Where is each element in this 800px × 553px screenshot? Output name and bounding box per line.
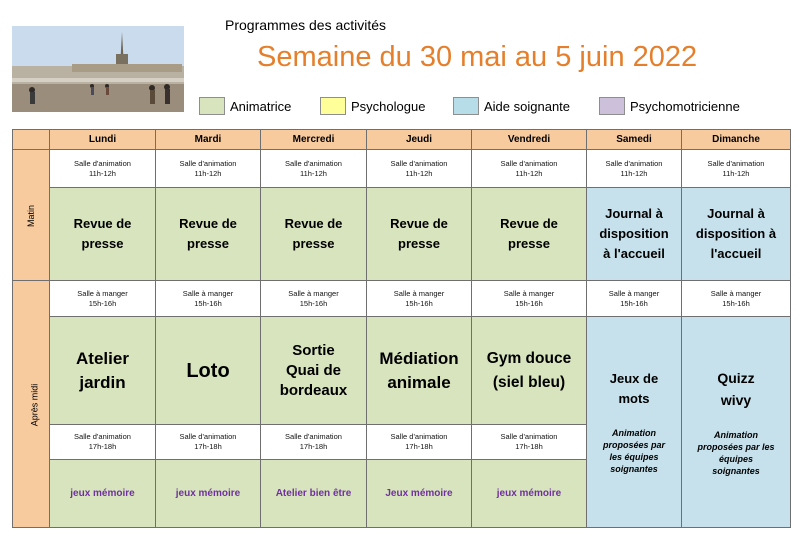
city-photo-illustration [12, 26, 184, 112]
activity-schedule-table [12, 129, 791, 528]
slot-cell: Salle à manger 15h-16h [156, 281, 261, 317]
legend-swatch-yellow [320, 97, 346, 115]
spacer [587, 409, 681, 427]
activity-cell: Revue de presse [367, 188, 472, 281]
activity-cell: jeux mémoire [50, 460, 156, 528]
activity-cell: Sortie Quai de bordeaux [261, 317, 367, 425]
slot-cell: Salle à manger 15h-16h [261, 281, 367, 317]
activity-cell: Atelier bien être [261, 460, 367, 528]
slot-cell: Salle à manger 15h-16h [587, 281, 682, 317]
legend-label: Psychomotricienne [630, 98, 740, 114]
period-label-morning [13, 150, 50, 281]
header-photo [12, 26, 184, 112]
weekend-activity-cell [682, 317, 791, 528]
slot-cell: Salle d'animation 11h-12h [587, 150, 682, 188]
legend-psychomotricienne [599, 97, 740, 115]
morning-activity-row [13, 188, 791, 281]
legend-label: Psychologue [351, 98, 426, 114]
slot-cell: Salle d'animation 17h-18h [156, 425, 261, 460]
page-subtitle: Programmes des activités [225, 17, 387, 33]
weekend-activity-cell [587, 317, 682, 528]
day-header: Mercredi [261, 130, 367, 150]
activity-cell: Médiation animale [367, 317, 472, 425]
slot-cell: Salle à manger 15h-16h [472, 281, 587, 317]
legend-animatrice [199, 97, 291, 115]
legend-label: Animatrice [230, 98, 292, 114]
activity-cell: Revue de presse [156, 188, 261, 281]
slot-cell: Salle d'animation 11h-12h [682, 150, 791, 188]
activity-title: Jeux de mots [609, 371, 659, 406]
slot-cell: Salle d'animation 11h-12h [367, 150, 472, 188]
slot-cell: Salle à manger 15h-16h [50, 281, 156, 317]
legend-psychologue [320, 97, 425, 115]
legend-label: Aide soignante [484, 98, 571, 114]
activity-cell: Jeux mémoire [367, 460, 472, 528]
day-header: Samedi [587, 130, 682, 150]
day-header: Mardi [156, 130, 261, 150]
slot-cell: Salle d'animation 17h-18h [367, 425, 472, 460]
slot-cell: Salle à manger 15h-16h [682, 281, 791, 317]
afternoon-slot-row [13, 281, 791, 317]
activity-cell: Revue de presse [261, 188, 367, 281]
slot-cell: Salle à manger 15h-16h [367, 281, 472, 317]
slot-cell: Salle d'animation 11h-12h [50, 150, 156, 188]
day-header: Dimanche [682, 130, 791, 150]
corner-cell [13, 130, 50, 150]
slot-cell: Salle d'animation 11h-12h [261, 150, 367, 188]
activity-cell: Revue de presse [50, 188, 156, 281]
activity-note: Animation proposées par les équipes soignantes [602, 428, 666, 474]
activity-cell: Revue de presse [472, 188, 587, 281]
activity-cell: jeux mémoire [156, 460, 261, 528]
period-label-text: Après midi [29, 383, 40, 427]
spacer [682, 411, 790, 429]
period-label-afternoon [13, 281, 50, 528]
morning-slot-row [13, 150, 791, 188]
activity-cell: Atelier jardin [50, 317, 156, 425]
day-header: Jeudi [367, 130, 472, 150]
period-label-text: Matin [25, 204, 36, 228]
day-header: Lundi [50, 130, 156, 150]
slot-cell: Salle d'animation 11h-12h [156, 150, 261, 188]
page-title: Semaine du 30 mai au 5 juin 2022 [257, 41, 698, 73]
activity-cell: jeux mémoire [472, 460, 587, 528]
activity-cell: Loto [156, 317, 261, 425]
slot-cell: Salle d'animation 17h-18h [261, 425, 367, 460]
slot-cell: Salle d'animation 17h-18h [50, 425, 156, 460]
activity-cell: Gym douce (siel bleu) [472, 317, 587, 425]
activity-title: Quizz wivy [717, 370, 755, 408]
legend-swatch-blue [453, 97, 479, 115]
slot-cell: Salle d'animation 11h-12h [472, 150, 587, 188]
activity-cell: Journal à disposition à l'accueil [587, 188, 682, 281]
slot-cell: Salle d'animation 17h-18h [472, 425, 587, 460]
activity-cell: Journal à disposition à l'accueil [682, 188, 791, 281]
legend-aide-soignante [453, 97, 570, 115]
afternoon-activity-row [13, 317, 791, 425]
activity-note: Animation proposées par les équipes soignantes [697, 430, 775, 476]
day-header-row [13, 130, 791, 150]
day-header: Vendredi [472, 130, 587, 150]
legend-swatch-green [199, 97, 225, 115]
legend-swatch-purple [599, 97, 625, 115]
